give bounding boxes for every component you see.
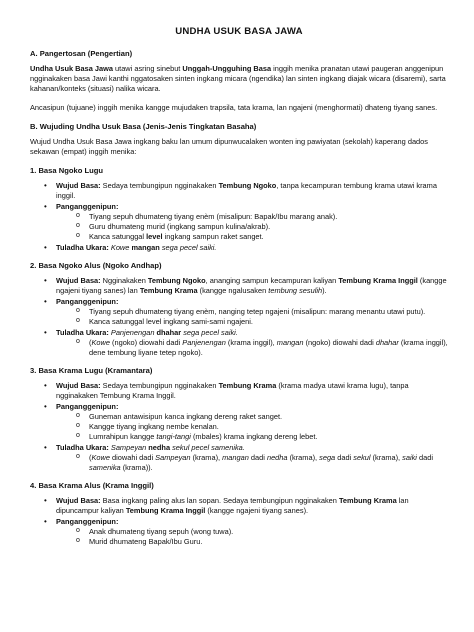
text-run: lan dipuncampur kaliyan (56, 496, 409, 515)
text-run: Tembung Krama (338, 496, 397, 505)
sub-bullet-list (56, 527, 448, 547)
text-run: Panganggenipun: (56, 297, 119, 306)
text-run: (kangge ngalusaken (197, 286, 269, 295)
subsection-heading: 2. Basa Ngoko Alus (Ngoko Andhap) (30, 261, 162, 270)
section-a-heading: A. Pangertosan (Pengertian) (30, 49, 133, 58)
text-run: (mbales) krama ingkang dereng lebet. (190, 432, 318, 441)
text-run: level (146, 232, 163, 241)
text-run: Sedaya tembungipun ngginakaken (100, 381, 219, 390)
text-run: dhahar (375, 338, 399, 347)
text-run: Murid dhumateng Bapak/Ibu Guru. (89, 537, 203, 546)
text-run: (krama), (190, 453, 223, 462)
section-b-intro (30, 137, 448, 157)
text-run: mangan (222, 453, 249, 462)
bullet-list (30, 276, 448, 358)
text-run: (kangge ngajeni tiyang sanes). (205, 506, 309, 515)
bullet-item (44, 181, 448, 201)
sub-bullet-list (56, 307, 448, 327)
text-run: Sedaya tembungipun ngginakaken (100, 181, 219, 190)
text-run: ingkang sampun raket sanget. (162, 232, 264, 241)
text-run: Ancasipun (tujuane) inggih menika kangge mujudaken trapsila, tata krama, lan ngajeni (menghormati) dhateng tiyang sanes. (30, 103, 438, 112)
bullet-item (44, 297, 448, 327)
sub-bullet-item (76, 307, 448, 317)
text-run: Kowe (91, 453, 110, 462)
text-run: sega (319, 453, 336, 462)
bullet-item (44, 243, 448, 253)
text-run: Panganggenipun: (56, 202, 119, 211)
text-run: (kangge ngajeni tiyang sanes) lan (56, 276, 447, 295)
text-run: Undha Usuk Basa Jawa (30, 64, 113, 73)
text-run: Tembung Ngoko (218, 181, 277, 190)
bullet-item (44, 381, 448, 401)
text-run: dadi (416, 453, 433, 462)
text-run: ( (89, 338, 92, 347)
text-run: saiki (402, 453, 417, 462)
text-run: dadi (248, 453, 267, 462)
text-run: Kowe (91, 338, 110, 347)
text-run: dhahar (156, 328, 182, 337)
text-run: Unggah-Ungguhing Basa (182, 64, 272, 73)
text-run: Panganggenipun: (56, 517, 119, 526)
sub-bullet-item (76, 422, 448, 432)
sub-bullet-list (56, 338, 448, 358)
text-run: Wujud Basa: (56, 181, 101, 190)
sub-bullet-item (76, 432, 448, 442)
text-run: Kanca satunggal (89, 232, 147, 241)
text-run: (ngoko) diowahi dadi (303, 338, 376, 347)
text-run: Kanca satunggal level ingkang sami-sami ngajeni. (89, 317, 253, 326)
section-b-heading: B. Wujuding Undha Usuk Basa (Jenis-Jenis Tingkatan Basaha) (30, 122, 257, 131)
text-run: Wujud Basa: (56, 381, 101, 390)
text-run: Tembung Krama (139, 286, 198, 295)
text-run: nedha (148, 443, 171, 452)
sub-bullet-list (56, 212, 448, 242)
sub-bullet-item (76, 212, 448, 222)
section-b-subsections (30, 166, 448, 547)
subsection-heading: 3. Basa Krama Lugu (Kramantara) (30, 366, 153, 375)
bullet-list (30, 381, 448, 473)
text-run: Ngginakaken (100, 276, 148, 285)
text-run: sega pecel saiki. (181, 328, 238, 337)
text-run: nedha (266, 453, 288, 462)
text-run: Panjenengan (108, 328, 157, 337)
sub-bullet-item (76, 222, 448, 232)
text-run: Anak dhumateng tiyang sepuh (wong tuwa). (89, 527, 234, 536)
bullet-item (44, 443, 448, 473)
text-run: Tiyang sepuh dhumateng tiyang enèm (misalipun: Bapak/Ibu marang anak). (89, 212, 338, 221)
text-run: Kowe (108, 243, 132, 252)
text-run: (krama madya utawi krama lugu), tanpa ngginakaken Tembung Krama Inggil. (56, 381, 409, 400)
text-run: sekul pecel samenika. (170, 443, 245, 452)
sub-bullet-item (76, 232, 448, 242)
text-run: (krama), (370, 453, 403, 462)
bullet-item (44, 328, 448, 358)
text-run: Tuladha Ukara: (56, 243, 109, 252)
text-run: ( (89, 453, 92, 462)
text-run: Wujud Basa: (56, 276, 101, 285)
bullet-item (44, 496, 448, 516)
text-run: (ngoko) diowahi dadi (109, 338, 183, 347)
sub-bullet-list (56, 453, 448, 473)
text-run: Tembung Krama (218, 381, 277, 390)
text-run: Wujud Undha Usuk Basa Jawa ingkang baku lan umum dipunwucalaken wonten ing pawiyatan (sekolah) kaperang dados sekawan (empat) inggih menika: (30, 137, 428, 156)
text-run: Guneman antawisipun kanca ingkang dereng raket sanget. (89, 412, 283, 421)
text-run: (krama)). (120, 463, 153, 472)
sub-bullet-item (76, 412, 448, 422)
bullet-item (44, 276, 448, 296)
text-run: Guru dhumateng murid (ingkang sampun kulina/akrab). (89, 222, 271, 231)
text-run: sekul (353, 453, 371, 462)
text-run: tangi-tangi (156, 432, 191, 441)
text-run: Tuladha Ukara: (56, 443, 109, 452)
text-run: , ananging sampun kecampuran kaliyan (205, 276, 339, 285)
text-run: Tembung Krama Inggil (125, 506, 206, 515)
text-run: Panjenengan (182, 338, 226, 347)
text-run: Wujud Basa: (56, 496, 101, 505)
section-a-paragraph-2 (30, 103, 448, 113)
text-run: inggih menika pranatan utawi paugeran anggenipun ngginakaken basa Jawi kanthi nggatosaken sinten ingkang micara (ngendika) lan sinten ingkang diajak wicara (disaremi), sarta kahanan/konteks (situasi) nalika wicara. (30, 64, 446, 93)
sub-bullet-list (56, 412, 448, 442)
subsection-heading: 4. Basa Krama Alus (Krama Inggil) (30, 481, 154, 490)
text-run: (krama), (287, 453, 320, 462)
sub-bullet-item (76, 537, 448, 547)
bullet-item (44, 517, 448, 547)
bullet-item (44, 202, 448, 242)
text-run: Kangge tiyang ingkang nembe kenalan. (89, 422, 219, 431)
text-run: dadi (335, 453, 354, 462)
text-run: sega pecel saiki. (159, 243, 217, 252)
sub-bullet-item (76, 317, 448, 327)
text-run: (krama inggil), (225, 338, 277, 347)
text-run: mangan (131, 243, 160, 252)
text-run: Tembung Krama Inggil (338, 276, 418, 285)
document-title: UNDHA USUK BASA JAWA (175, 26, 303, 37)
text-run: Lumrahipun kangge (89, 432, 157, 441)
text-run: utawi asring sinebut (112, 64, 183, 73)
text-run: tembung sesulih (268, 286, 323, 295)
text-run: Panganggenipun: (56, 402, 119, 411)
text-run: ). (322, 286, 327, 295)
text-run: Tiyang sepuh dhumateng tiyang enèm, nanging tetep ngajeni (misalipun: marang menantu utawi putu). (89, 307, 426, 316)
text-run: , tanpa kecampuran tembung krama utawi krama inggil. (56, 181, 437, 200)
section-a-paragraph-1 (30, 64, 448, 94)
text-run: (krama inggil), dene tembung liyane tetep ngoko). (89, 338, 448, 357)
subsection-heading: 1. Basa Ngoko Lugu (30, 166, 103, 175)
bullet-item (44, 402, 448, 442)
sub-bullet-item (76, 527, 448, 537)
text-run: diowahi dadi (109, 453, 156, 462)
text-run: Sampeyan (155, 453, 191, 462)
bullet-list (30, 496, 448, 547)
text-run: Tuladha Ukara: (56, 328, 109, 337)
text-run: Basa ingkang paling alus lan sopan. Sedaya tembungipun ngginakaken (100, 496, 339, 505)
text-run: Tembung Ngoko (147, 276, 206, 285)
sub-bullet-item (76, 453, 448, 473)
text-run: samenika (89, 463, 121, 472)
bullet-list (30, 181, 448, 253)
sub-bullet-item (76, 338, 448, 358)
text-run: mangan (276, 338, 304, 347)
text-run: Sampeyan (108, 443, 149, 452)
